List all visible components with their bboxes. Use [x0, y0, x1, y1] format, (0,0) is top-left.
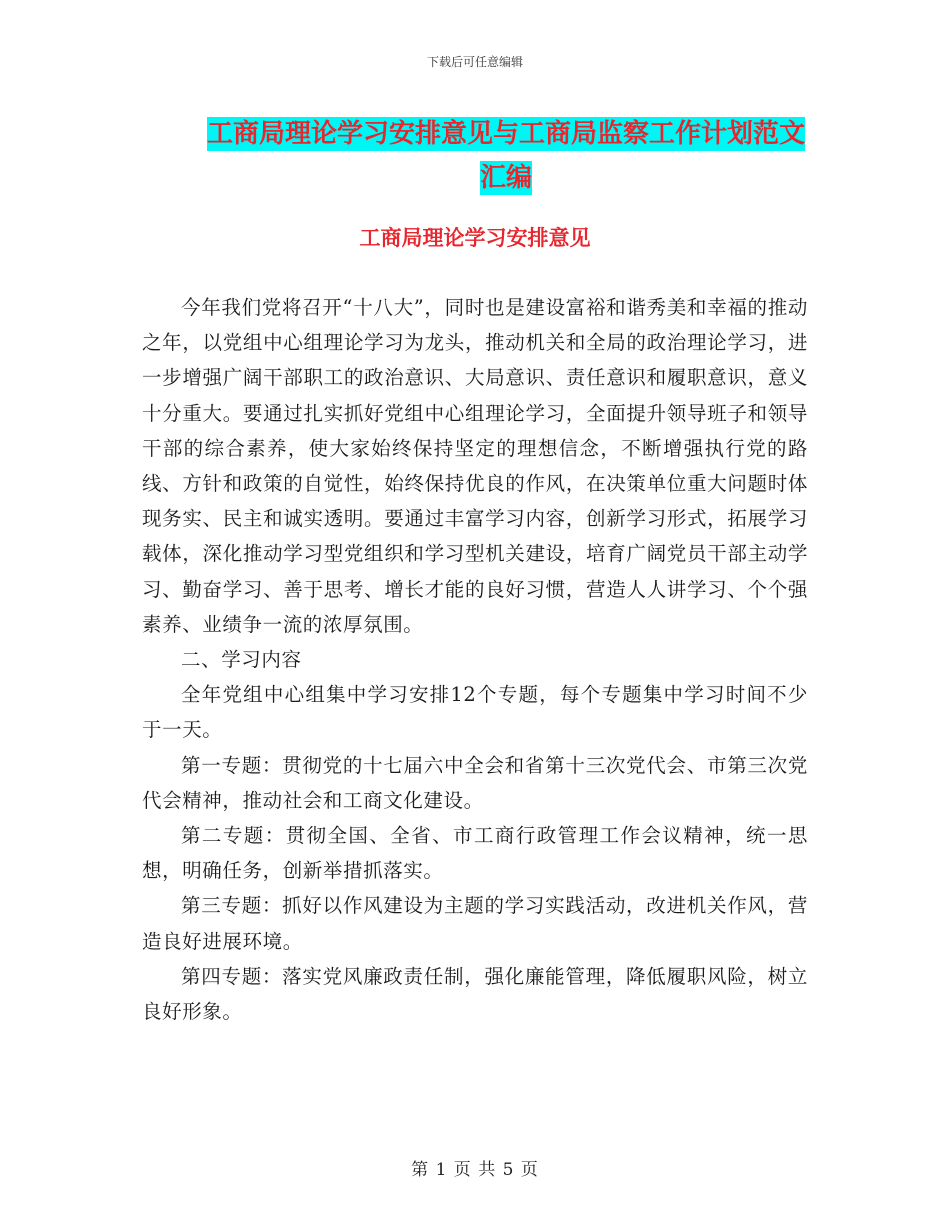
paragraph-heading-study-content: 二、学习内容: [181, 648, 302, 672]
paragraph-topic-3: 第三专题：抓好以作风建设为主题的学习实践活动，改进机关作风，营造良好进展环境。: [142, 894, 808, 953]
document-title: [196, 112, 816, 200]
paragraph-topic-2: 第二专题：贯彻全国、全省、市工商行政管理工作会议精神，统一思想，明确任务，创新举措抓落实。: [142, 824, 808, 883]
document-title-text: 工商局理论学习安排意见与工商局监察工作计划范文汇编: [206, 119, 805, 193]
paragraph-study-arrangement: 全年党组中心组集中学习安排12个专题，每个专题集中学习时间不少于一天。: [142, 683, 808, 742]
paragraph-topic-1: 第一专题：贯彻党的十七届六中全会和省第十三次党代会、市第三次党代会精神，推动社会和工商文化建设。: [142, 753, 808, 812]
paragraph-topic-4: 第四专题：落实党风廉政责任制，强化廉能管理，降低履职风险，树立良好形象。: [142, 964, 808, 1024]
document-body: [142, 290, 808, 1029]
section-title: 工商局理论学习安排意见: [359, 226, 591, 250]
page-number: 第 1 页 共 5 页: [411, 1160, 539, 1180]
page-header-note: 下载后可任意编辑: [426, 55, 523, 69]
paragraph-intro: 今年我们党将召开“十八大”，同时也是建设富裕和谐秀美和幸福的推动之年，以党组中心组理论学习为龙头，推动机关和全局的政治理论学习，进一步增强广阔干部职工的政治意识、大局意识、责任意识和履职意识，意义十分重大。要通过扎实抓好党组中心组理论学习，全面提升领导班子和领导干部的综合素养，使大家始终保持坚定的理想信念，不断增强执行党的路线、方针和政策的自觉性，始终保持优良的作风，在决策单位重大问题时体现务实、民主和诚实透明。要通过丰富学习内容，创新学习形式，拓展学习载体，深化推动学习型党组织和学习型机关建设，培育广阔党员干部主动学习、勤奋学习、善于思考、增长才能的良好习惯，营造人人讲学习、个个强素养、业绩争一流的浓厚氛围。: [142, 296, 808, 636]
